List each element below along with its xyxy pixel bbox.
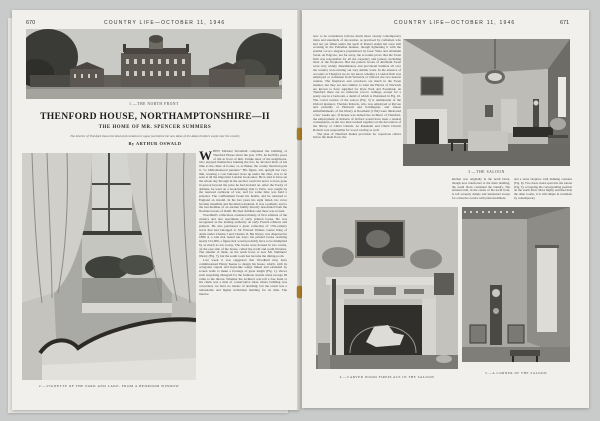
figure-1-caption: 1.—THE NORTH FRONT	[129, 102, 179, 106]
figure-4-fireplace-photo	[316, 207, 458, 369]
article-byline: By ARTHUR OSWALD	[128, 141, 182, 146]
article-standfirst: The interior of Thenford shows the kind of decoration in vogue just before the new ideas of the Adam brothers swept over the country	[70, 134, 240, 138]
figure-3-caption: 3.—THE SALOON	[468, 170, 505, 174]
left-folio: 670	[26, 20, 36, 26]
drop-cap: W	[199, 150, 212, 163]
left-body-column	[199, 150, 287, 403]
left-running-head: COUNTRY LIFE—OCTOBER 11, 1946	[104, 20, 226, 26]
left-body-paragraph-3: Last week it was suggested that Woodhull may have commissioned Henry Keene to design his house, which, with its octagonal cupola and Kent-like wings linked and extended by screen walls to make a frontage of great length (Fig. 1), shows each surprising disregard for the fashions current when George III came to the throne. Whether the architect was left a free hand or his client was a man of conservative ideas where building was concerned, we have no means of deciding; but the result was a remarkable and highly individual building for its time. The interior	[199, 257, 287, 296]
figure-5-saloon-corner-photo	[462, 207, 570, 362]
figure-2-caption: 2.—VIGNETTE OF THE PARK AND LAKE, FROM A BEDROOM WINDOW	[38, 384, 180, 388]
right-folio: 671	[560, 20, 570, 26]
left-body-paragraph-1: HEN Michael Woodhull completed the building of Thenford House about the year 1765, he had fifty years of life in front of him. Unlike most of his neighbours, who enjoyed themselves hunting the fox, he devoted most of his time to the chase of books, or, as Baker, the county historian puts it, "to bibliomaniacal pursuits." His figure, tall, upright but very thin, wearing a coat buttoned close up under the chin, was to be seen at all the important London book-sales. He is said to have sat the whole day through in the auction room but never to have gone in person beyond the price he had decided on. After the Treaty of Amiens, he went on a book-hunting visit to Paris, was caught by the renewed outbreak of war, and for some time was held a prisoner. The confinement broke his health, and he returned to England an invalid. In his last years his sight failed, his voice became inaudible and his mind wandered. It was a pathetic end to the last member of an ancient family directly descended from the Norman barons of Odell. He died childless and there was no heir.	[199, 150, 287, 213]
figure-4-caption: 4.—CARVED WOOD FIREPLACE IN THE SALOON	[339, 375, 435, 379]
right-body-column-3-paragraph: and a stone fireplace with flanking consoles (Fig. 6). Two doors stand open into the saloon (Fig. 3), occupying the corresponding position on the south front. More highly enriched than the other rooms, it is still simple in treatment by contemporary	[514, 178, 572, 200]
figure-2-window-vignette-photo	[22, 153, 196, 380]
right-body-paragraph-1: now to be considered, follows much more closely contemporary ideas and standards of decoration, as practised by craftsmen who had not yet fallen under the spell of Robert Adam but were still working in the Palladian manner, though lightening it with the prettier rococo elegance popularised by Isaac Ware and Abraham Swan. At Edgcote, not far away, the accounts prove that the Swan firm was responsible for all the carpentry and joinery, including most of the fireplaces. But the pattern books of Abraham Swan were very widely disseminated, and provincial builders all over the country were turning out very similar work. In the absence of accounts at Thenford we do not know whether a London firm was employed or craftsmen from Warwick or Oxford, the two nearest centres. The fireplaces and overdoors are much in the Swan manner, but they are also similar to what the Hiorns of Warwick are known to have supplied for Kyre Park and Foremark. At Thenford there are no elaborate rococo ceilings, except for a pretty one in a bedroom, a detail of which is illustrated in Fig. 10. The coved cornice of the saloon (Fig. 3) is reminiscent of the Oxford plasterer, Thomas Roberts, who was employed at Rycote and probably at Hartwell and Kirtlington, and whose embellishments, of the library at Rousham (1764) were illustrated a few weeks ago. If Keene was indeed the architect of Thenford, the employment of Roberts of Oxford would have been a natural consequence, as the two men worked together on the decoration of the library at Christ Church. At Rousham and Christ Church Roberts was responsible for wood carving as well.	[313, 35, 401, 132]
figure-1-north-front-photo	[26, 29, 282, 99]
figure-3-saloon-photo	[403, 39, 570, 166]
article-subtitle: THE HOME OF MR. SPENCER SUMMERS	[98, 125, 212, 130]
right-page	[302, 10, 589, 408]
left-page	[12, 10, 299, 410]
right-body-column-2-paragraph: kitchen was originally in the north block, though now transferred to the main building; the south block contained the laundry. The entrance hall, in the centre of the north front, is left severely simple and unadorned except for a massive cornice with plain modillions	[452, 178, 510, 200]
right-running-head: COUNTRY LIFE—OCTOBER 11, 1946	[394, 20, 516, 26]
left-body-paragraph-2: Woodhull's collections consisted mainly of first editions of the classics and rare specimens of early printed books. He was recognised as the leading authority on early French editions and printers. He also purchased a great collection of 17th-century tracts that had belonged to Sir Edward Walker, Garter King of Arms under Charles I and Charles II. His library was dispersed in 1886 at a sale that lasted ten days; his printed books realising nearly £12,000, a figure that would probably have to be multiplied by as much as ten to-day. The books were housed in two rooms, on the east side of the house, called the north and south libraries. The smaller of them, on the north front, is now Mr. Summers' library (Fig. 7), but the south room has become the dining-room.	[199, 212, 287, 258]
right-body-column-2	[452, 178, 510, 202]
right-body-paragraph-2: The plan of Thenford makes provision for capacious cellars below the main floor; the	[313, 131, 401, 140]
article-title: THENFORD HOUSE, NORTHAMPTONSHIRE—II	[40, 111, 270, 122]
right-body-column-1	[313, 35, 401, 178]
figure-5-caption: 5.—A CORNER OF THE SALOON	[485, 371, 547, 375]
right-body-column-3	[514, 178, 572, 202]
